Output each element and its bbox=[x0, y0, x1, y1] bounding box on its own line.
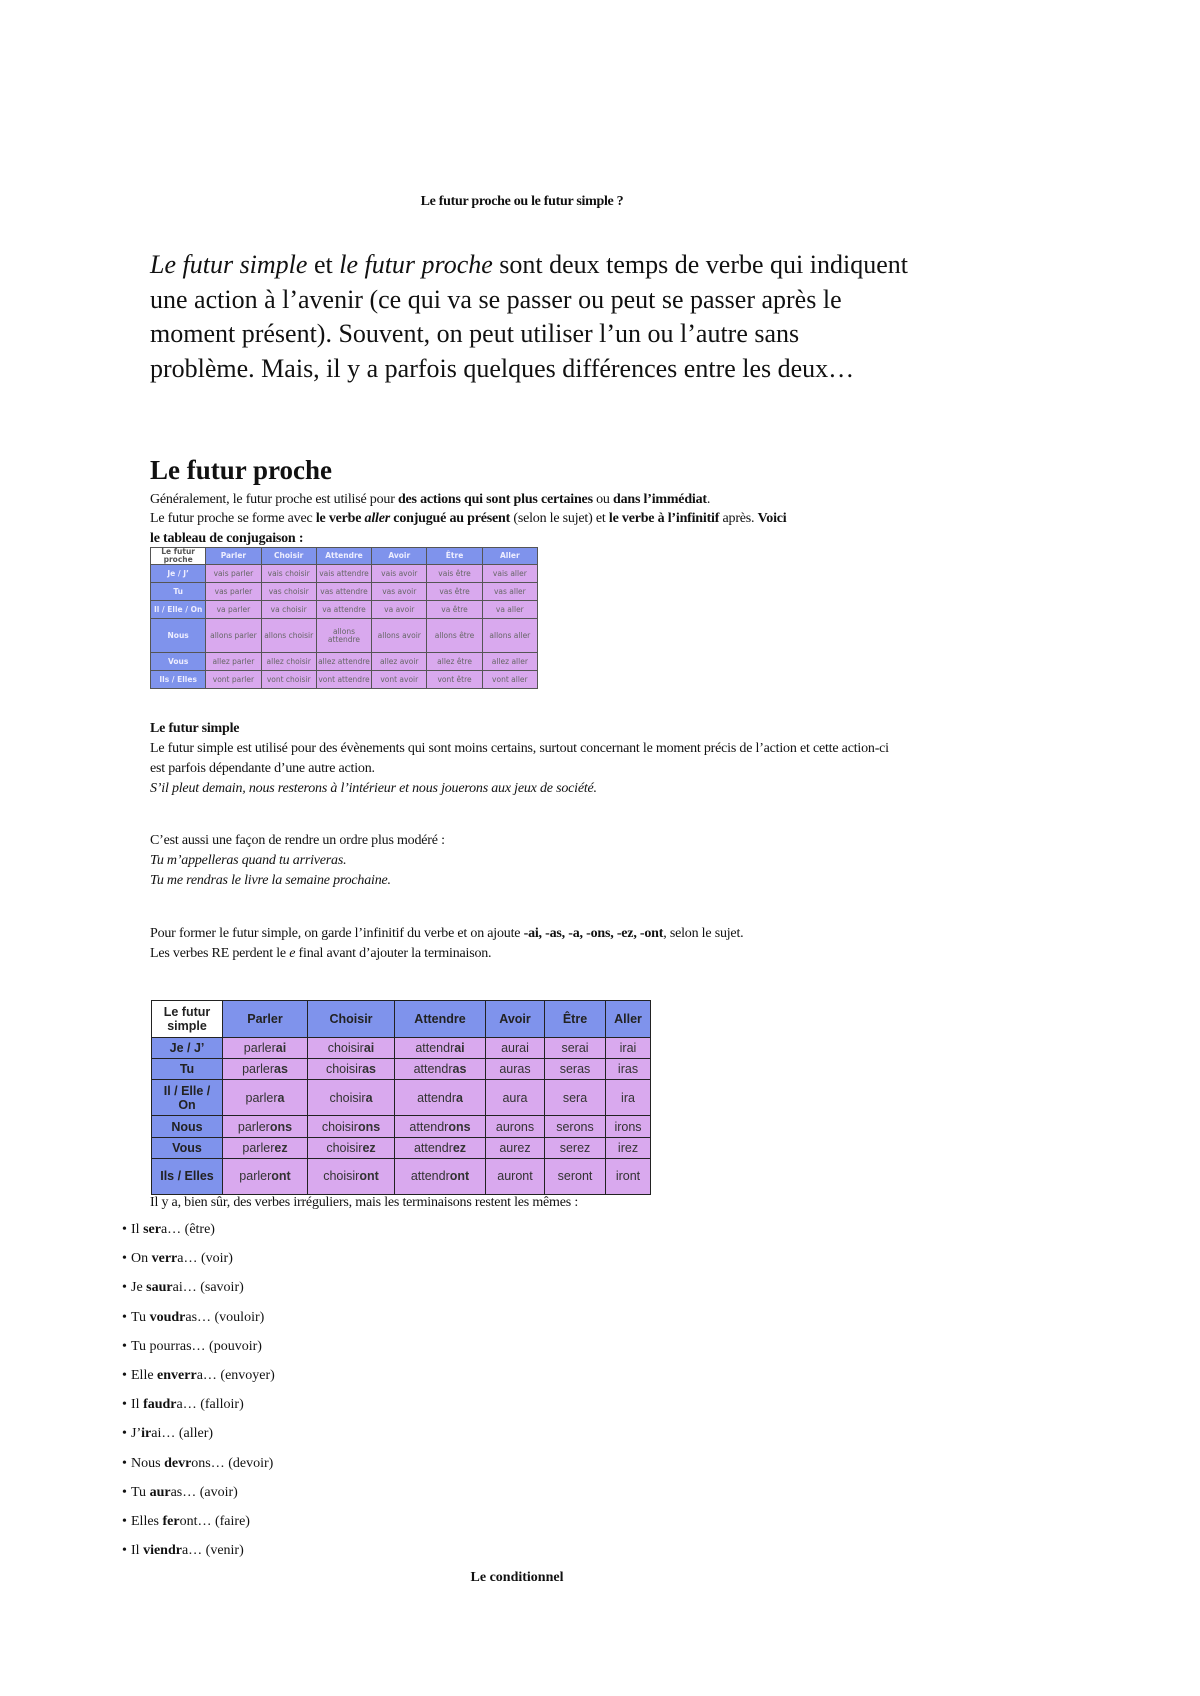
fp-p1-text-2: ou bbox=[592, 492, 614, 507]
table-cell: va choisir bbox=[261, 601, 316, 619]
list-item bbox=[122, 1424, 275, 1453]
table-cell: vont avoir bbox=[372, 671, 427, 689]
table-cell bbox=[606, 1059, 651, 1080]
table-cell bbox=[395, 1158, 486, 1194]
verb-stem: attendr bbox=[417, 1090, 456, 1105]
table-row bbox=[151, 619, 538, 653]
fp-p2-text-2: (selon le sujet) et bbox=[510, 511, 609, 526]
item-bold-stem: devr bbox=[164, 1455, 192, 1471]
table-cell bbox=[606, 1038, 651, 1059]
item-prefix: Tu bbox=[131, 1484, 150, 1500]
table-row-subject: Il / Elle / On bbox=[151, 601, 206, 619]
intro-paragraph bbox=[150, 248, 910, 386]
verb-stem: serez bbox=[559, 1140, 591, 1155]
table-cell: vas attendre bbox=[316, 583, 371, 601]
table-cell bbox=[486, 1137, 545, 1158]
item-suffix: a… (venir) bbox=[181, 1543, 244, 1559]
item-suffix: a… (être) bbox=[160, 1222, 215, 1237]
list-bullet: • bbox=[122, 1484, 127, 1500]
table-cell: va avoir bbox=[372, 601, 427, 619]
table-cell: allez être bbox=[427, 653, 482, 671]
table-cell bbox=[486, 1116, 545, 1137]
table-cell bbox=[395, 1038, 486, 1059]
table-cell: allez avoir bbox=[372, 653, 427, 671]
table-cell bbox=[223, 1080, 308, 1116]
verb-stem: attendr bbox=[413, 1062, 453, 1077]
list-item bbox=[122, 1395, 275, 1424]
list-item bbox=[122, 1308, 275, 1337]
item-suffix: ont… (faire) bbox=[179, 1513, 250, 1529]
verb-ending: ai bbox=[275, 1041, 287, 1056]
verb-stem: irons bbox=[614, 1119, 642, 1134]
table-cell: vais aller bbox=[482, 565, 537, 583]
table-cell bbox=[223, 1059, 308, 1080]
table-cell bbox=[395, 1059, 486, 1080]
table-row bbox=[152, 1080, 651, 1116]
table-cell: vont attendre bbox=[316, 671, 371, 689]
table-header-cell: Être bbox=[545, 1001, 606, 1038]
intro-rest: sont deux temps de verbe qui indiquent une action à l’avenir (ce qui va se passer ou peut se passer après le moment présent). Souvent, on peut utiliser l’un ou l’autre sans problème. Mais, il y a parfois quelques différences entre les deux… bbox=[150, 250, 908, 383]
table-cell bbox=[606, 1116, 651, 1137]
verb-stem: choisir bbox=[325, 1062, 363, 1077]
table-cell bbox=[545, 1080, 606, 1116]
table-cell: vas avoir bbox=[372, 583, 427, 601]
fp-p2-text: Le futur proche se forme avec bbox=[150, 511, 316, 526]
table-row bbox=[152, 1158, 651, 1194]
verb-stem: parler bbox=[242, 1140, 275, 1155]
item-suffix: ons… (devoir) bbox=[191, 1455, 274, 1471]
verb-stem: irez bbox=[617, 1140, 639, 1155]
example-3-text: Tu me rendras le livre la semaine prochaine. bbox=[150, 873, 391, 888]
verb-stem: attendr bbox=[409, 1119, 449, 1134]
futur-simple-paragraph-1: Le futur simple est utilisé pour des évènements qui sont moins certains, surtout concernant le moment précis de l’action et cette action-ci est parfois dépendante d’une autre action. bbox=[150, 741, 889, 776]
list-item bbox=[122, 1483, 275, 1512]
table-cell: allons parler bbox=[206, 619, 261, 653]
item-prefix: Il bbox=[131, 1222, 144, 1237]
list-bullet: • bbox=[122, 1426, 127, 1442]
list-item bbox=[122, 1454, 275, 1483]
futur-simple-example-1 bbox=[150, 779, 880, 799]
fp-p2-bold-infinitif: le verbe à l’infinitif bbox=[608, 511, 720, 526]
table-row-subject: Nous bbox=[151, 619, 206, 653]
verb-stem: aurons bbox=[495, 1119, 535, 1134]
item-bold-stem: voudr bbox=[149, 1309, 186, 1325]
table-row bbox=[152, 1038, 651, 1059]
heading-futur-proche: Le futur proche bbox=[150, 455, 332, 485]
futur-simple-paragraph-2: C’est aussi une façon de rendre un ordre plus modéré : bbox=[150, 833, 445, 848]
verb-stem: serons bbox=[556, 1119, 594, 1134]
table-cell bbox=[395, 1137, 486, 1158]
table-row bbox=[152, 1059, 651, 1080]
heading-conditionnel: Le conditionnel bbox=[470, 1570, 564, 1585]
table-cell bbox=[308, 1137, 395, 1158]
item-prefix: J’ bbox=[131, 1426, 142, 1442]
table-row-subject: Vous bbox=[151, 653, 206, 671]
table-cell: vas parler bbox=[206, 583, 261, 601]
verb-stem: choisir bbox=[326, 1140, 363, 1155]
verb-stem: parler bbox=[243, 1041, 276, 1056]
fs-p4-italic-e: e bbox=[289, 946, 296, 961]
table-header-cell: Parler bbox=[223, 1001, 308, 1038]
table-cell: allons attendre bbox=[316, 619, 371, 653]
table-header-cell: Choisir bbox=[308, 1001, 395, 1038]
verb-stem: choisir bbox=[329, 1090, 366, 1105]
fs-p3-bold-endings: -ai, -as, -a, -ons, -ez, -ont bbox=[523, 926, 664, 941]
verb-stem: parler bbox=[245, 1090, 278, 1105]
verb-ending: ont bbox=[359, 1169, 379, 1184]
verb-stem: choisir bbox=[321, 1119, 358, 1134]
example-2-text: Tu m’appelleras quand tu arriveras. bbox=[150, 853, 347, 868]
verb-stem: attendr bbox=[415, 1041, 455, 1056]
list-item bbox=[122, 1220, 275, 1249]
verb-stem: attendr bbox=[413, 1140, 453, 1155]
table-header-cell: Aller bbox=[606, 1001, 651, 1038]
table-row bbox=[152, 1116, 651, 1137]
irregular-verbs-list bbox=[122, 1220, 275, 1570]
table-row-subject: Il / Elle / On bbox=[152, 1080, 223, 1116]
list-item bbox=[122, 1541, 275, 1570]
table-cell: vais parler bbox=[206, 565, 261, 583]
verb-ending: ez bbox=[452, 1140, 467, 1155]
intro-italic-futur-proche: le futur proche bbox=[339, 250, 493, 279]
item-bold-stem: saur bbox=[146, 1280, 173, 1296]
item-bold-stem: ser bbox=[143, 1222, 161, 1237]
fs-p3-text-2: , selon le sujet. bbox=[663, 926, 744, 941]
table-cell bbox=[606, 1080, 651, 1116]
table-cell bbox=[486, 1158, 545, 1194]
table-header-cell: Être bbox=[427, 548, 482, 565]
futur-simple-paragraph-3 bbox=[150, 924, 930, 944]
verb-stem: ira bbox=[621, 1090, 635, 1105]
table-header-cell: Attendre bbox=[316, 548, 371, 565]
verb-stem: parler bbox=[242, 1062, 275, 1077]
table-cell bbox=[545, 1038, 606, 1059]
table-row-subject: Vous bbox=[152, 1137, 223, 1158]
verb-stem: parler bbox=[239, 1169, 272, 1184]
table-cell: vais choisir bbox=[261, 565, 316, 583]
intro-italic-futur-simple: Le futur simple bbox=[150, 250, 308, 279]
item-prefix: Tu pourras… (pouvoir) bbox=[131, 1338, 262, 1354]
futur-proche-paragraph-2 bbox=[150, 509, 790, 548]
table-cell: allez aller bbox=[482, 653, 537, 671]
fs-p4-text-2: final avant d’ajouter la terminaison. bbox=[295, 946, 492, 961]
document-title: Le futur proche ou le futur simple ? bbox=[420, 194, 624, 209]
futur-proche-paragraph-1 bbox=[150, 490, 890, 510]
fp-p1-text: Généralement, le futur proche est utilisé pour bbox=[150, 492, 398, 507]
verb-ending: a bbox=[455, 1090, 463, 1105]
table-cell bbox=[545, 1158, 606, 1194]
table-cell bbox=[223, 1158, 308, 1194]
item-bold-stem: fer bbox=[162, 1513, 180, 1529]
table-cell: allons aller bbox=[482, 619, 537, 653]
verb-stem: aurez bbox=[499, 1140, 531, 1155]
verb-stem: irai bbox=[619, 1041, 637, 1056]
table-cell: vais avoir bbox=[372, 565, 427, 583]
table-header-row bbox=[152, 1001, 651, 1038]
list-bullet: • bbox=[122, 1280, 127, 1296]
table-cell bbox=[223, 1137, 308, 1158]
list-bullet: • bbox=[122, 1338, 127, 1354]
verb-ending: ons bbox=[448, 1119, 471, 1134]
verb-ending: ez bbox=[274, 1140, 288, 1155]
verb-stem: attendr bbox=[410, 1169, 450, 1184]
table-header-cell: Attendre bbox=[395, 1001, 486, 1038]
table-cell bbox=[308, 1116, 395, 1137]
table-header-row bbox=[151, 548, 538, 565]
table-cell bbox=[545, 1059, 606, 1080]
table-cell bbox=[486, 1038, 545, 1059]
list-item bbox=[122, 1337, 275, 1366]
list-bullet: • bbox=[122, 1543, 127, 1559]
item-prefix: Il bbox=[131, 1543, 144, 1559]
table-corner-cell: Le futur proche bbox=[151, 548, 206, 565]
fp-p2-bold-voici: Voici le tableau de conjugaison : bbox=[150, 511, 787, 546]
item-suffix: ai… (savoir) bbox=[172, 1280, 244, 1296]
futur-simple-example-2 bbox=[150, 851, 880, 871]
futur-simple-conjugation-table bbox=[151, 1000, 651, 1195]
table-cell: vais attendre bbox=[316, 565, 371, 583]
table-cell: vas être bbox=[427, 583, 482, 601]
list-item bbox=[122, 1278, 275, 1307]
verb-stem: iront bbox=[615, 1169, 641, 1184]
table-cell bbox=[223, 1116, 308, 1137]
table-cell bbox=[606, 1158, 651, 1194]
table-row-subject: Ils / Elles bbox=[152, 1158, 223, 1194]
item-prefix: Tu bbox=[131, 1309, 150, 1325]
item-bold-stem: viendr bbox=[143, 1543, 182, 1559]
verb-ending: as bbox=[362, 1062, 377, 1077]
table-row-subject: Tu bbox=[151, 583, 206, 601]
table-cell: vont choisir bbox=[261, 671, 316, 689]
item-prefix: On bbox=[131, 1251, 152, 1267]
fp-p2-bold-conjugue: conjugué au présent bbox=[390, 511, 511, 526]
table-cell: va aller bbox=[482, 601, 537, 619]
table-cell bbox=[308, 1038, 395, 1059]
item-bold-stem: aur bbox=[149, 1484, 171, 1500]
table-cell: vont aller bbox=[482, 671, 537, 689]
item-suffix: as… (vouloir) bbox=[185, 1309, 265, 1325]
futur-simple-example-3 bbox=[150, 871, 880, 891]
table-cell bbox=[395, 1116, 486, 1137]
table-cell: va parler bbox=[206, 601, 261, 619]
verb-stem: serai bbox=[561, 1041, 589, 1056]
list-bullet: • bbox=[122, 1513, 127, 1529]
item-bold-stem: ir bbox=[141, 1426, 152, 1442]
table-cell bbox=[545, 1137, 606, 1158]
item-bold-stem: faudr bbox=[143, 1397, 177, 1413]
fp-p1-text-3: . bbox=[706, 492, 711, 507]
verb-stem: choisir bbox=[327, 1041, 364, 1056]
list-item bbox=[122, 1512, 275, 1541]
fp-p2-text-3: après. bbox=[719, 511, 758, 526]
item-prefix: Elles bbox=[131, 1513, 163, 1529]
table-cell: allez choisir bbox=[261, 653, 316, 671]
table-row-subject: Je / J’ bbox=[152, 1038, 223, 1059]
table-cell bbox=[308, 1158, 395, 1194]
table-header-cell: Avoir bbox=[372, 548, 427, 565]
item-bold-stem: enverr bbox=[157, 1367, 197, 1383]
table-row bbox=[151, 583, 538, 601]
table-cell: vont parler bbox=[206, 671, 261, 689]
fs-p3-text: Pour former le futur simple, on garde l’infinitif du verbe et on ajoute bbox=[150, 926, 524, 941]
irregular-intro: Il y a, bien sûr, des verbes irréguliers, mais les terminaisons restent les mêmes : bbox=[150, 1195, 579, 1210]
item-suffix: a… (voir) bbox=[177, 1251, 233, 1267]
table-cell bbox=[545, 1116, 606, 1137]
intro-connector: et bbox=[307, 250, 340, 279]
list-item bbox=[122, 1366, 275, 1395]
table-cell: allons être bbox=[427, 619, 482, 653]
table-cell bbox=[606, 1137, 651, 1158]
verb-ending: ai bbox=[363, 1041, 375, 1056]
table-cell bbox=[486, 1080, 545, 1116]
verb-stem: sera bbox=[562, 1090, 588, 1105]
example-1-text: S’il pleut demain, nous resterons à l’intérieur et nous jouerons aux jeux de société. bbox=[150, 781, 597, 796]
table-row-subject: Je / J’ bbox=[151, 565, 206, 583]
list-bullet: • bbox=[122, 1222, 127, 1237]
verb-stem: choisir bbox=[323, 1169, 360, 1184]
verb-stem: seras bbox=[559, 1062, 591, 1077]
fp-p1-bold-1: des actions qui sont plus certaines bbox=[397, 492, 593, 507]
verb-ending: ai bbox=[454, 1041, 465, 1056]
list-bullet: • bbox=[122, 1397, 127, 1413]
table-cell bbox=[223, 1038, 308, 1059]
fp-p1-bold-2: dans l’immédiat bbox=[613, 492, 707, 507]
verb-ending: ont bbox=[449, 1169, 470, 1184]
list-bullet: • bbox=[122, 1309, 127, 1325]
table-cell bbox=[486, 1059, 545, 1080]
fp-p2-italic-aller: aller bbox=[364, 511, 390, 526]
table-cell: allons avoir bbox=[372, 619, 427, 653]
table-row bbox=[151, 601, 538, 619]
verb-ending: as bbox=[452, 1062, 467, 1077]
verb-ending: ez bbox=[362, 1140, 376, 1155]
futur-simple-paragraph-4 bbox=[150, 944, 880, 964]
verb-stem: parler bbox=[237, 1119, 270, 1134]
table-cell bbox=[308, 1080, 395, 1116]
list-bullet: • bbox=[122, 1455, 127, 1471]
table-cell: vont être bbox=[427, 671, 482, 689]
item-suffix: a… (envoyer) bbox=[196, 1367, 275, 1383]
fp-p2-bold-verbe: le verbe bbox=[315, 511, 365, 526]
verb-stem: auras bbox=[499, 1062, 531, 1077]
verb-ending: ont bbox=[271, 1169, 291, 1184]
list-bullet: • bbox=[122, 1251, 127, 1267]
verb-stem: aurai bbox=[501, 1041, 529, 1056]
verb-stem: aura bbox=[502, 1090, 528, 1105]
table-corner-cell: Le futur simple bbox=[152, 1001, 223, 1038]
table-row-subject: Nous bbox=[152, 1116, 223, 1137]
table-cell: allons choisir bbox=[261, 619, 316, 653]
table-cell bbox=[395, 1080, 486, 1116]
table-header-cell: Parler bbox=[206, 548, 261, 565]
table-cell: allez parler bbox=[206, 653, 261, 671]
item-suffix: ai… (aller) bbox=[151, 1426, 214, 1442]
item-suffix: a… (falloir) bbox=[176, 1397, 244, 1413]
futur-simple-heading-text: Le futur simple bbox=[150, 721, 240, 736]
verb-ending: ons bbox=[269, 1119, 293, 1134]
table-cell bbox=[308, 1059, 395, 1080]
item-prefix: Je bbox=[131, 1280, 147, 1296]
table-row-subject: Tu bbox=[152, 1059, 223, 1080]
table-cell: va être bbox=[427, 601, 482, 619]
item-bold-stem: verr bbox=[151, 1251, 178, 1267]
table-row-subject: Ils / Elles bbox=[151, 671, 206, 689]
futur-proche-conjugation-table bbox=[150, 547, 538, 689]
verb-stem: auront bbox=[497, 1169, 533, 1184]
item-suffix: as… (avoir) bbox=[170, 1484, 238, 1500]
verb-ending: a bbox=[365, 1090, 373, 1105]
table-row bbox=[152, 1137, 651, 1158]
verb-ending: as bbox=[274, 1062, 288, 1077]
list-bullet: • bbox=[122, 1367, 127, 1383]
verb-ending: ons bbox=[357, 1119, 381, 1134]
table-cell: vas aller bbox=[482, 583, 537, 601]
table-row bbox=[151, 653, 538, 671]
list-item bbox=[122, 1249, 275, 1278]
item-prefix: Elle bbox=[131, 1367, 158, 1383]
table-header-cell: Choisir bbox=[261, 548, 316, 565]
table-cell: vais être bbox=[427, 565, 482, 583]
verb-stem: iras bbox=[617, 1062, 639, 1077]
verb-stem: seront bbox=[557, 1169, 593, 1184]
item-prefix: Il bbox=[131, 1397, 144, 1413]
heading-futur-simple bbox=[150, 719, 880, 739]
table-cell: vas choisir bbox=[261, 583, 316, 601]
table-row bbox=[151, 565, 538, 583]
table-cell: allez attendre bbox=[316, 653, 371, 671]
table-row bbox=[151, 671, 538, 689]
table-cell: va attendre bbox=[316, 601, 371, 619]
verb-ending: a bbox=[277, 1090, 285, 1105]
table-header-cell: Aller bbox=[482, 548, 537, 565]
table-header-cell: Avoir bbox=[486, 1001, 545, 1038]
fs-p4-text: Les verbes RE perdent le bbox=[150, 946, 290, 961]
item-prefix: Nous bbox=[131, 1455, 165, 1471]
